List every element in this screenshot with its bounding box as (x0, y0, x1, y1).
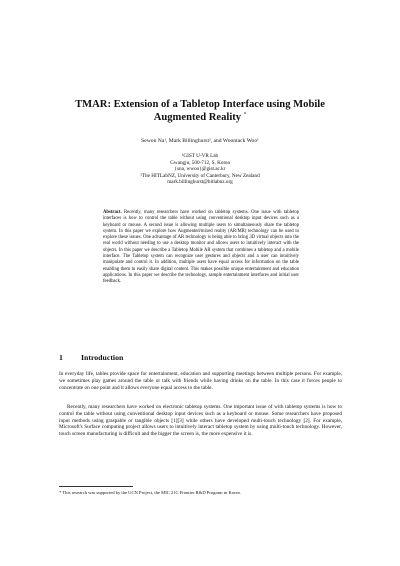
paper-title (0, 98, 400, 124)
title-line-2: Augmented Reality (153, 112, 242, 123)
affiliation-line: Gwangju, 500-712, S. Korea (170, 159, 230, 166)
section-heading (59, 353, 123, 363)
body-paragraph: In everyday life, tables provide space for entertainment, education and supporting meetings between multiple persons. For example, we sometimes play games around the table or talk with friends while having drinks on the table. In this case it forces people to concentrate on one point and it allows everyone equal access to the table. (59, 371, 342, 391)
body-paragraph: Recently, many researchers have worked on electronic tabletop systems. One important issue of with tabletop systems is how to control the table without using conventional desktop input devices such as a keyboard or mouse. Some researchers have proposed input methods using graspable or tangible objects [1][3] while others have developed multi-touch technology [2]. For example, Microsoft's Surface computing project allows users to intuitively interact tabletop system by using multi-touch technology. However, touch screen manufacturing is difficult and the bigger the screen is, the more expensive it is. (59, 404, 342, 437)
affiliations (0, 153, 400, 186)
section-title: Introduction (81, 353, 124, 362)
affiliation-email: mark.billinghurst@hitlabnz.org (167, 179, 233, 186)
abstract-text: Recently, many researchers have worked on tabletop systems. One issue with tabletop interfaces is how to control the table without using conventional desktop input devices such as a keyboard or mouse. A second issue is allowing multiple users to simultaneously share the tabletop system. In this paper we explore how Augmented/mixed reality (AR/MR) technology can be used to explore these issues. One advantage of AR technology is being able to bring 3D virtual objects into the real world without needing to use a desktop monitor and allows users to intuitively interact with the objects. In this paper we describe a Tabletop Mobile AR system that combines a tabletop and a mobile interface. The Tabletop system can recognize user gestures and objects and a user can intuitively manipulate and control it. In addition, multiple users have equal access for information on the table enabling them to easily share digital content. This makes possible unique entertainment and education applications. In this paper we describe the technology, sample entertainment interfaces and initial user feedback. (103, 210, 299, 285)
title-line-1: TMAR: Extension of a Tabletop Interface using Mobile (75, 99, 325, 110)
title-footnote-mark: * (243, 112, 247, 118)
abstract (103, 210, 299, 286)
footnote-divider (59, 486, 133, 487)
affiliation-email: {sna, wwoo}@gist.ac.kr (174, 166, 226, 173)
author-list: Sewon Na¹, Mark Billinghurst², and Woontack Woo¹ (141, 138, 259, 144)
abstract-label: Abstract. (103, 210, 122, 215)
affiliation-line: ²The HITLabNZ, University of Canterbury, New Zealand (140, 172, 260, 179)
footnote: * This research was supported by the UCN Project, the MIC 21C Frontier R&D Program in Korea. (59, 490, 241, 495)
section-number: 1 (59, 353, 63, 362)
affiliation-line: ¹GIST U-VR Lab (181, 153, 219, 159)
